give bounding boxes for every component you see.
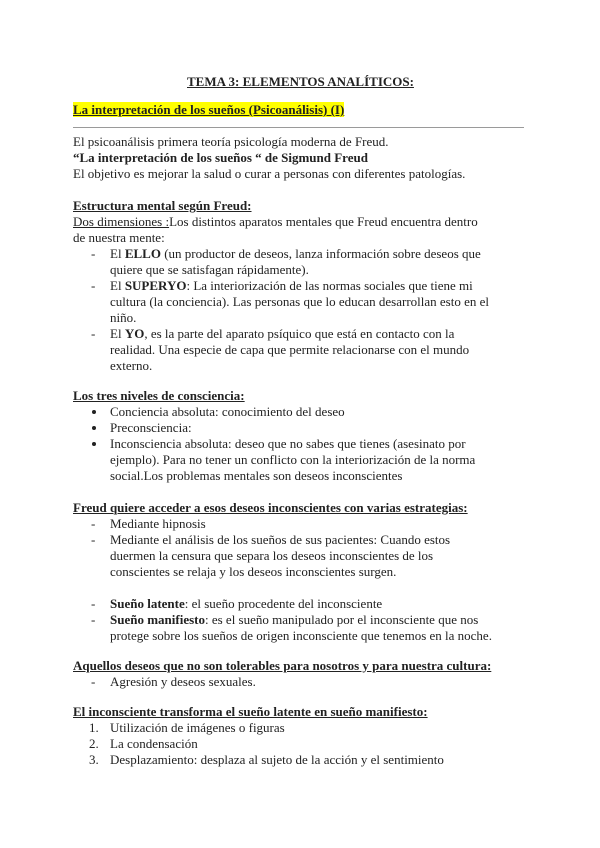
dash-marker: - (91, 532, 96, 547)
estrategia-item-2-cont-2: conscientes se relaja y los deseos inconscientes surgen. (110, 564, 397, 579)
manifiesto-item-cont: protege sobre los sueños de origen inconsciente que tenemos en la noche. (110, 628, 492, 643)
superyo-item (110, 278, 473, 294)
manifiesto-term: Sueño manifiesto (110, 612, 205, 627)
section-heading-niveles: Los tres niveles de consciencia: (73, 388, 245, 403)
nivel-item-1: Conciencia absoluta: conocimiento del deseo (110, 404, 345, 419)
dash-marker: - (91, 278, 96, 293)
section-heading-transforma: El inconsciente transforma el sueño latente en sueño manifiesto: (73, 704, 428, 719)
section-heading-estructura: Estructura mental según Freud: (73, 198, 252, 213)
intro-line-2: “La interpretación de los sueños “ de Sigmund Freud (73, 150, 368, 165)
dash-marker: - (91, 612, 96, 627)
yo-item (110, 326, 454, 342)
bullet-dot-icon (92, 442, 96, 446)
dash-marker: - (91, 674, 96, 689)
estrategia-item-2-cont: duermen la censura que separa los deseos inconscientes de los (110, 548, 434, 563)
superyo-pre: El (110, 278, 125, 293)
transforma-item-2: La condensación (110, 736, 198, 751)
superyo-term: SUPERYO (124, 278, 187, 293)
latente-text: : el sueño procedente del inconsciente (184, 596, 383, 611)
transforma-item-3: Desplazamiento: desplaza al sujeto de la acción y el sentimiento (110, 752, 444, 767)
transforma-item-1: Utilización de imágenes o figuras (110, 720, 285, 735)
page-title: TEMA 3: ELEMENTOS ANALÍTICOS: (187, 74, 414, 89)
yo-term: YO (124, 326, 145, 341)
subtitle (73, 102, 344, 118)
ello-term: ELLO (124, 246, 161, 261)
nivel-item-3-cont: ejemplo). Para no tener un conflicto con la interiorización de la norma (110, 452, 476, 467)
superyo-item-cont-2: niño. (110, 310, 137, 325)
nivel-item-3: Inconsciencia absoluta: deseo que no sabes que tienes (asesinato por (110, 436, 466, 451)
deseos-item-1: Agresión y deseos sexuales. (110, 674, 256, 689)
bullet-dot-icon (92, 410, 96, 414)
yo-item-cont-2: externo. (110, 358, 153, 373)
dash-marker: - (91, 516, 96, 531)
subtitle-highlight: La interpretación de los sueños (Psicoanálisis) (I) (73, 102, 345, 117)
latente-item (110, 596, 382, 612)
ello-item-cont: quiere que se satisfagan rápidamente). (110, 262, 309, 277)
nivel-item-3-cont-2: social.Los problemas mentales son deseos inconscientes (110, 468, 403, 483)
superyo-item-cont: cultura (la conciencia). Las personas que lo educan desarrollan esto en el (110, 294, 489, 309)
section-heading-estrategias: Freud quiere acceder a esos deseos inconscientes con varias estrategias: (73, 500, 468, 515)
list-number: 1. (89, 720, 99, 735)
section-heading-deseos: Aquellos deseos que no son tolerables para nosotros y para nuestra cultura: (73, 658, 492, 673)
list-number: 3. (89, 752, 99, 767)
superyo-text: : La interiorización de las normas sociales que tiene mi (186, 278, 473, 293)
ello-text: (un productor de deseos, lanza información sobre deseos que (160, 246, 481, 261)
dimensions-text: Los distintos aparatos mentales que Freud encuentra dentro (169, 214, 478, 229)
ello-item (110, 246, 481, 262)
estrategia-item-1: Mediante hipnosis (110, 516, 206, 531)
nivel-item-2: Preconsciencia: (110, 420, 192, 435)
intro-line-1: El psicoanálisis primera teoría psicología moderna de Freud. (73, 134, 389, 149)
dash-marker: - (91, 246, 96, 261)
intro-line-3: El objetivo es mejorar la salud o curar a personas con diferentes patologías. (73, 166, 466, 181)
dash-marker: - (91, 596, 96, 611)
yo-pre: El (110, 326, 125, 341)
dash-marker: - (91, 326, 96, 341)
manifiesto-item (110, 612, 478, 628)
latente-term: Sueño latente (110, 596, 185, 611)
dimensions-line (73, 214, 478, 230)
manifiesto-text: : es el sueño manipulado por el inconsciente que nos (204, 612, 479, 627)
dimensions-text-cont: de nuestra mente: (73, 230, 165, 245)
yo-text: , es la parte del aparato psíquico que está en contacto con la (144, 326, 455, 341)
estrategia-item-2: Mediante el análisis de los sueños de sus pacientes: Cuando estos (110, 532, 451, 547)
list-number: 2. (89, 736, 99, 751)
horizontal-rule (73, 127, 524, 128)
bullet-dot-icon (92, 426, 96, 430)
yo-item-cont: realidad. Una especie de capa que permite relacionarse con el mundo (110, 342, 470, 357)
dimensions-label: Dos dimensiones : (73, 214, 170, 229)
ello-pre: El (110, 246, 125, 261)
